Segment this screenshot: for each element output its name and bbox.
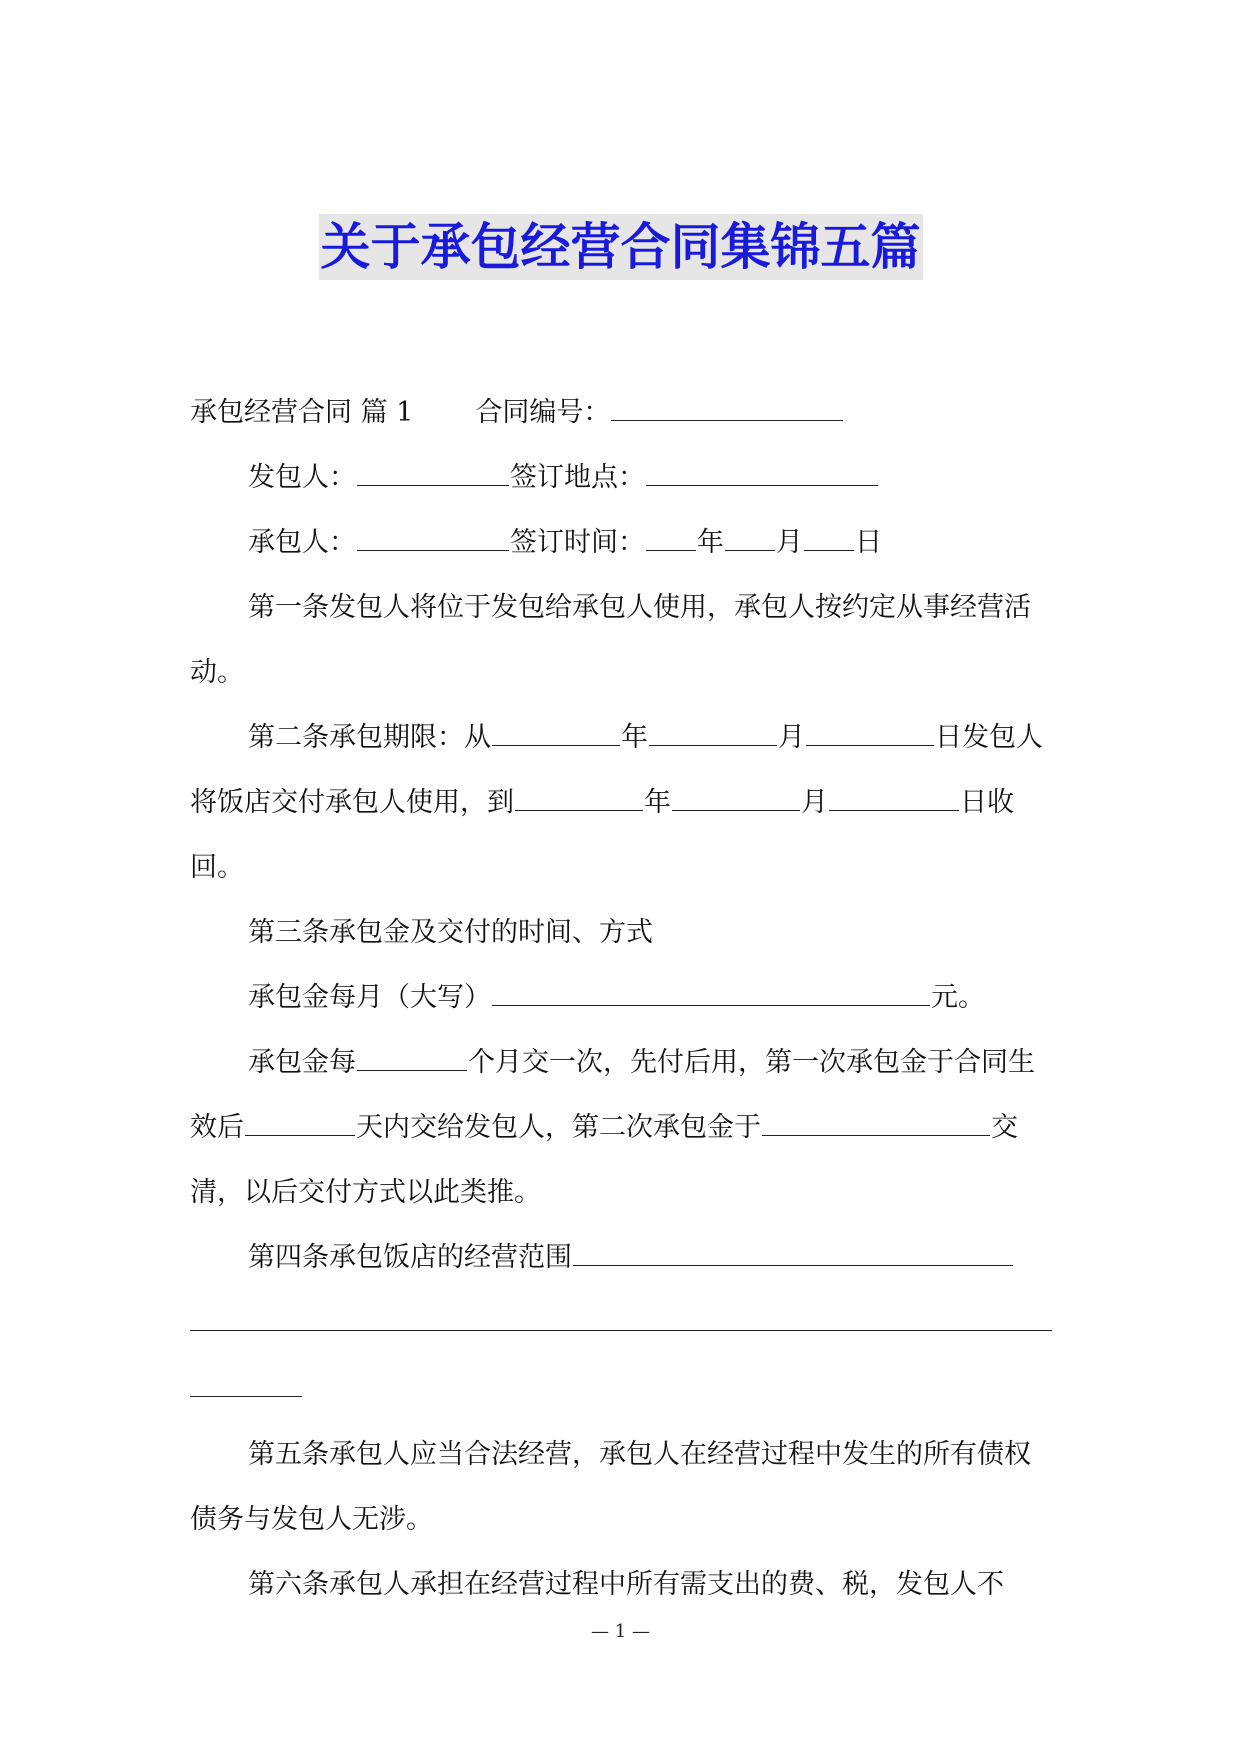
payment-text-2: 个月交一次，先付后用，第一次承包金于合同生效后	[190, 1047, 1035, 1143]
monthly-fee-unit: 元。	[931, 982, 985, 1013]
article-2-text-3: 日收回。	[190, 787, 1014, 883]
article-6: 第六条承包人承担在经营过程中所有需支出的费、税，发包人不	[248, 1569, 1004, 1600]
article-3-payment	[190, 1030, 1052, 1225]
section-label: 承包经营合同 篇 1	[190, 397, 414, 428]
payment-text-4: 交清，以后交付方式以此类推。	[190, 1112, 1018, 1208]
party-a-blank[interactable]	[357, 463, 509, 486]
article-2-year-2: 年	[644, 787, 671, 818]
article-1: 第一条发包人将位于发包给承包人使用，承包人按约定从事经营活动。	[190, 592, 1031, 688]
sign-place-blank[interactable]	[646, 463, 878, 486]
sign-month-blank[interactable]	[725, 528, 775, 551]
article-3-title: 第三条承包金及交付的时间、方式	[248, 917, 653, 948]
party-b-label: 承包人：	[248, 527, 356, 558]
day-label: 日	[855, 527, 882, 558]
article-2-text-1: 第二条承包期限：从	[248, 722, 491, 753]
article-3-monthly	[190, 965, 1052, 1030]
party-a-label: 发包人：	[248, 462, 356, 493]
sign-day-blank[interactable]	[804, 528, 854, 551]
term-end-year-blank[interactable]	[515, 788, 643, 811]
title-container	[0, 214, 1241, 280]
term-start-year-blank[interactable]	[492, 723, 620, 746]
month-label: 月	[776, 527, 803, 558]
year-label: 年	[697, 527, 724, 558]
article-2-month-2: 月	[801, 787, 828, 818]
term-end-day-blank[interactable]	[829, 788, 959, 811]
article-2-month: 月	[778, 722, 805, 753]
contract-no-blank[interactable]	[611, 398, 843, 421]
party-a-line	[190, 445, 1052, 510]
business-scope-blank-3[interactable]	[190, 1356, 302, 1397]
payment-days-blank[interactable]	[245, 1113, 355, 1136]
article-2-text-2: 日发包人将饭店交付承包人使用，到	[190, 722, 1043, 818]
sign-time-label: 签订时间：	[510, 527, 645, 558]
party-b-blank[interactable]	[357, 528, 509, 551]
second-payment-blank[interactable]	[762, 1113, 990, 1136]
payment-months-blank[interactable]	[357, 1048, 467, 1071]
sign-year-blank[interactable]	[646, 528, 696, 551]
sign-place-label: 签订地点：	[510, 462, 645, 493]
payment-text-1: 承包金每	[248, 1047, 356, 1078]
article-2	[190, 705, 1052, 900]
party-b-line	[190, 510, 1052, 575]
monthly-fee-label: 承包金每月（大写）	[248, 982, 491, 1013]
header-line	[190, 380, 1052, 445]
term-start-day-blank[interactable]	[806, 723, 934, 746]
article-5: 第五条承包人应当合法经营，承包人在经营过程中发生的所有债权债务与发包人无涉。	[190, 1439, 1031, 1535]
page-number: — 1 —	[591, 1621, 650, 1642]
article-4-text: 第四条承包饭店的经营范围	[248, 1242, 572, 1273]
article-2-year: 年	[621, 722, 648, 753]
document-body	[190, 380, 1052, 1617]
contract-no-label: 合同编号：	[475, 397, 611, 428]
monthly-fee-blank[interactable]	[492, 983, 930, 1006]
term-start-month-blank[interactable]	[649, 723, 777, 746]
business-scope-blank-1[interactable]	[573, 1243, 1013, 1266]
business-scope-blank-2[interactable]	[190, 1290, 1052, 1331]
term-end-month-blank[interactable]	[672, 788, 800, 811]
article-4	[190, 1225, 1052, 1290]
payment-text-3: 天内交给发包人，第二次承包金于	[356, 1112, 761, 1143]
document-title: 关于承包经营合同集锦五篇	[319, 214, 923, 280]
